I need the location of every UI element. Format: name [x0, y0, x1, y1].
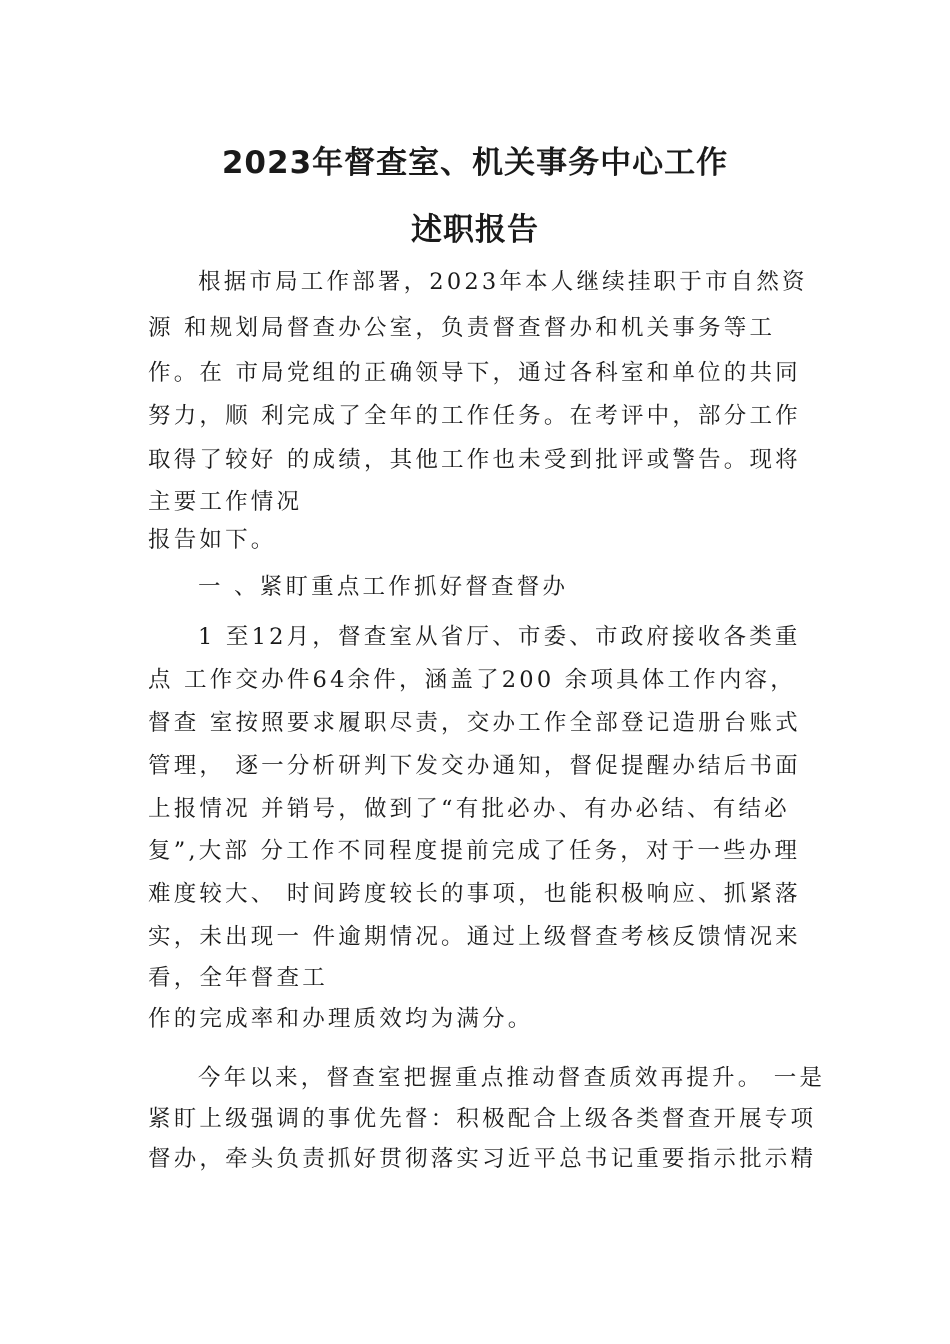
document-title-line-2: 述职报告: [411, 212, 539, 248]
paragraph-line: 源 和规划局督查办公室，负责督查督办和机关事务等工: [148, 315, 776, 341]
paragraph-line: 管理， 逐一分析研判下发交办通知，督促提醒办结后书面: [148, 753, 801, 779]
paragraph-line: 督办，牵头负责抓好贯彻落实习近平总书记重要指示批示精: [148, 1146, 817, 1172]
paragraph-line: 实，未出现一 件逾期情况。通过上级督查考核反馈情况来: [148, 924, 801, 950]
paragraph-line: 努力，顺 利完成了全年的工作任务。在考评中，部分工作: [148, 403, 801, 429]
paragraph-line: 作。在 市局党组的正确领导下，通过各科室和单位的共同: [148, 360, 801, 386]
paragraph-line: 主要工作情况: [148, 489, 303, 515]
paragraph-line: 作的完成率和办理质效均为满分。: [148, 1006, 534, 1032]
paragraph-line: 报告如下。: [148, 527, 277, 553]
paragraph-line: 今年以来，督查室把握重点推动督查质效再提升。 一是: [198, 1065, 826, 1091]
paragraph-line: 看，全年督查工: [148, 965, 328, 991]
paragraph-line: 点 工作交办件64余件，涵盖了200 余项具体工作内容，: [148, 667, 796, 693]
paragraph-line: 难度较大、 时间跨度较长的事项，也能积极响应、抓紧落: [148, 881, 801, 907]
paragraph-line: 督查 室按照要求履职尽责，交办工作全部登记造册台账式: [148, 710, 801, 736]
paragraph-line: 复”,大部 分工作不同程度提前完成了任务，对于一些办理: [148, 838, 801, 864]
document-title-line-1: 2023年督查室、机关事务中心工作: [221, 145, 729, 181]
paragraph-line: 根据市局工作部署，2023年本人继续挂职于市自然资: [198, 269, 808, 295]
paragraph-line: 取得了较好 的成绩，其他工作也未受到批评或警告。现将: [148, 447, 801, 473]
paragraph-line: 紧盯上级强调的事优先督：积极配合上级各类督查开展专项: [148, 1106, 817, 1132]
paragraph-line: 1 至12月，督查室从省厅、市委、市政府接收各类重: [198, 624, 801, 650]
section-heading: 一 、紧盯重点工作抓好督查督办: [198, 574, 569, 600]
paragraph-line: 上报情况 并销号，做到了“有批必办、有办必结、有结必: [148, 796, 790, 822]
